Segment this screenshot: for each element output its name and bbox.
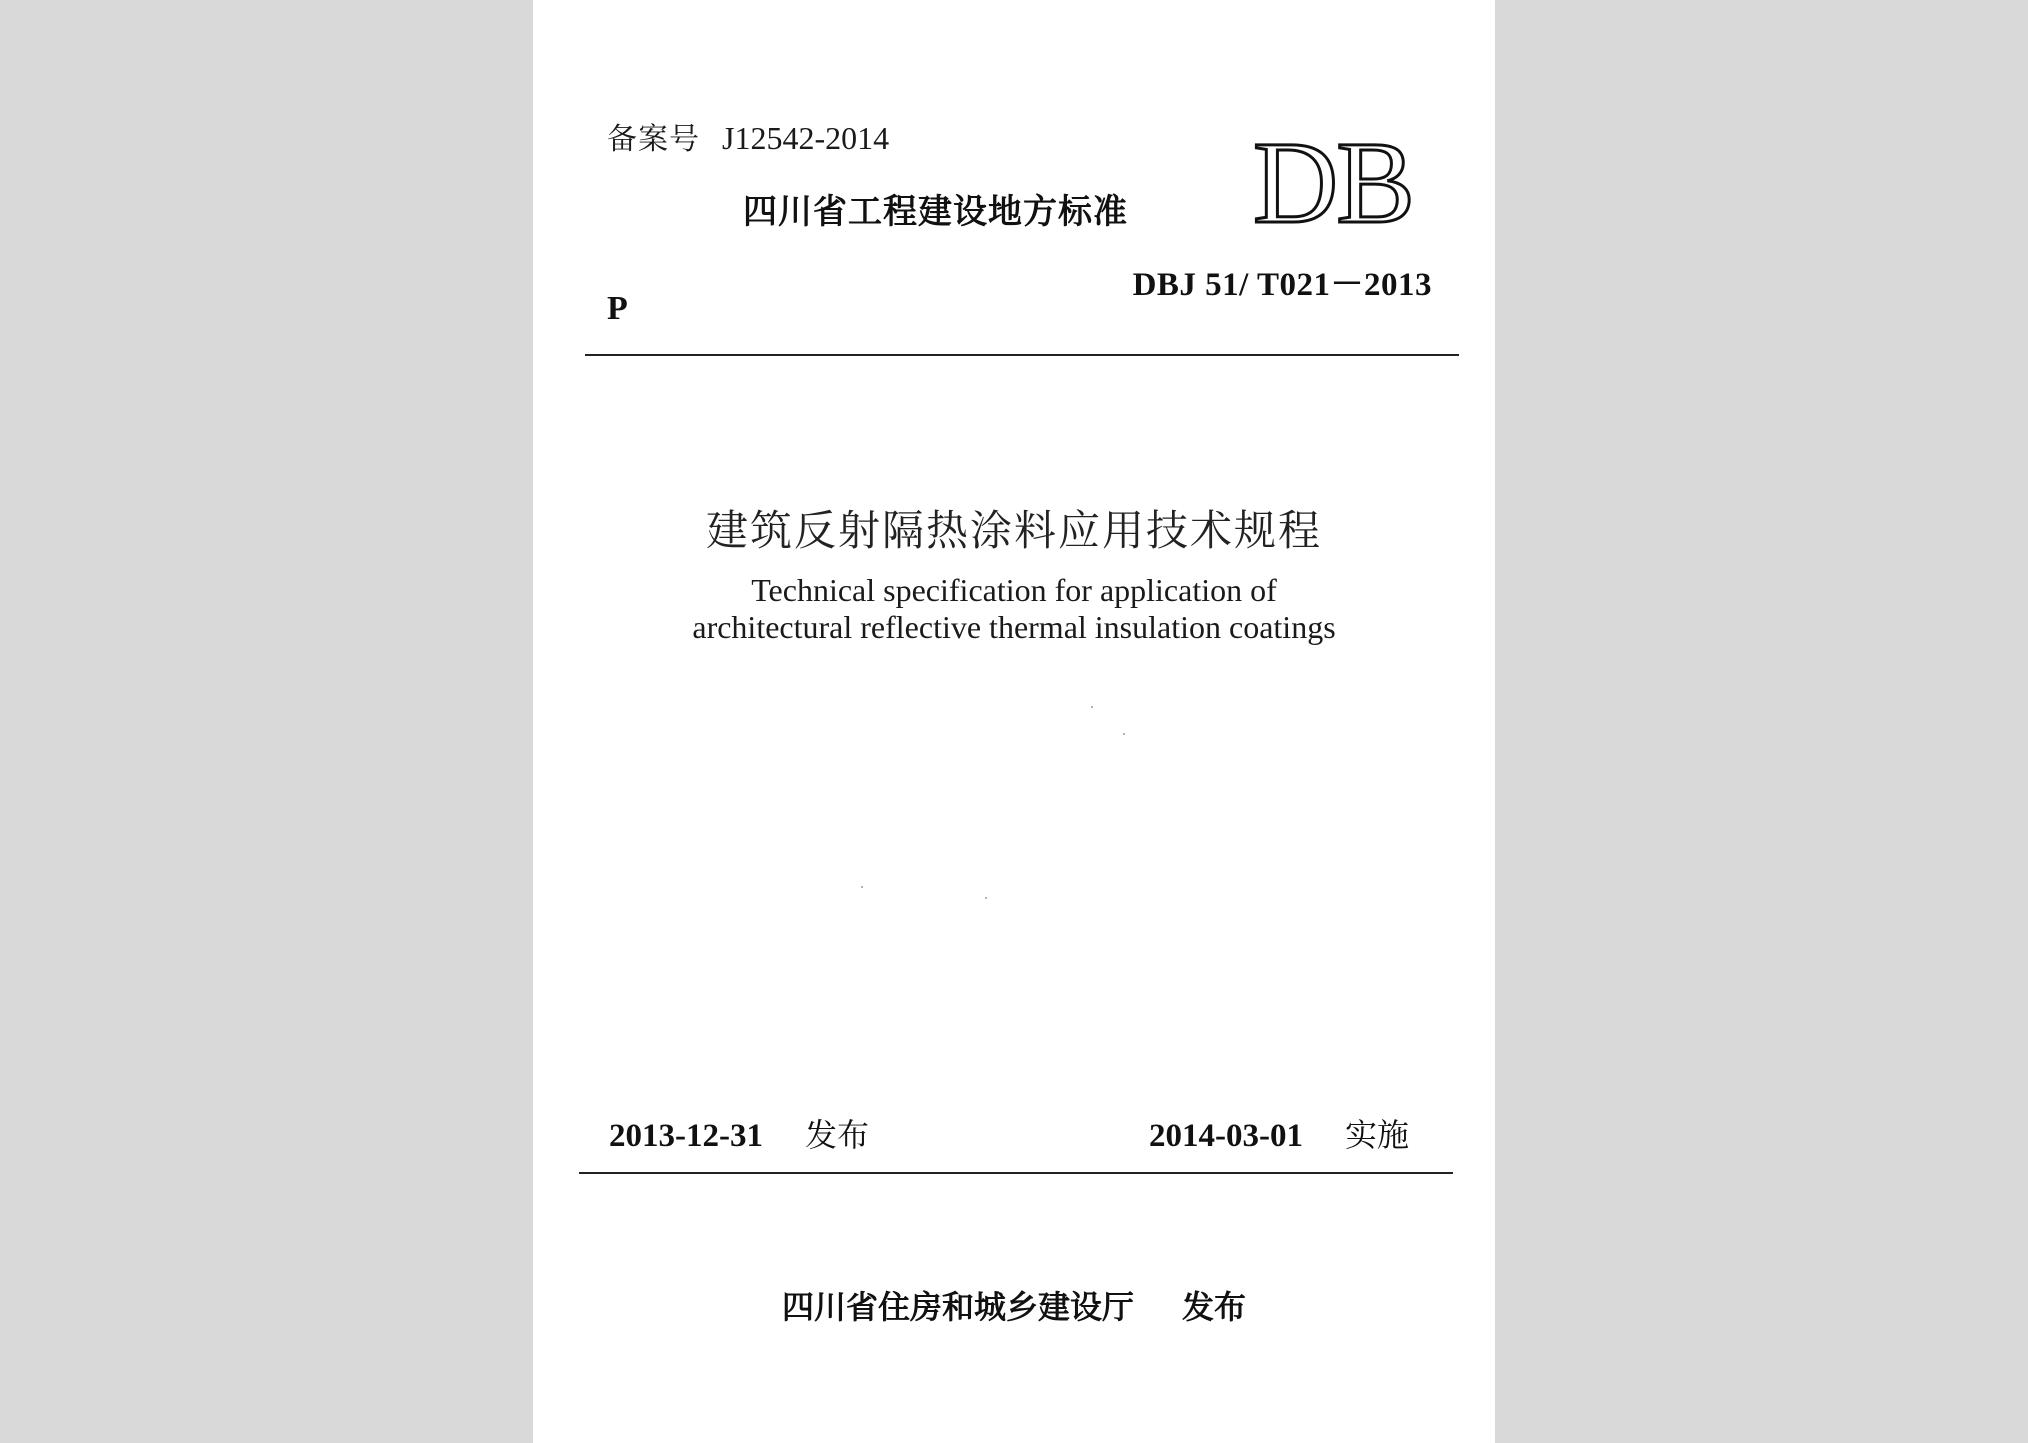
- db-logo: [1233, 118, 1433, 238]
- publisher-line: [533, 1282, 1495, 1328]
- scan-speck: [1123, 733, 1125, 735]
- scan-speck: [1091, 706, 1093, 708]
- record-number-line: [607, 114, 889, 158]
- scan-speck: [985, 897, 987, 899]
- document-page: [533, 0, 1495, 1443]
- release-label: 发布: [804, 1116, 869, 1154]
- standard-code: DBJ 51/ T021－2013: [1132, 267, 1432, 303]
- scan-speck: [861, 886, 863, 888]
- publisher-name: 四川省住房和城乡建设厅: [781, 1288, 1134, 1326]
- classification-mark: P: [607, 290, 628, 327]
- release-date: 2013-12-31: [609, 1118, 763, 1154]
- db-logo-text: DB: [1253, 118, 1413, 238]
- implementation-date-group: [1149, 1110, 1409, 1156]
- title-english-line2: architectural reflective thermal insulation coatings: [692, 609, 1336, 645]
- release-date-group: [609, 1110, 869, 1156]
- record-label: 备案号: [607, 122, 700, 157]
- publisher-label: 发布: [1182, 1288, 1247, 1326]
- title-chinese: 建筑反射隔热涂料应用技术规程: [705, 506, 1322, 555]
- top-divider: [585, 354, 1459, 356]
- implementation-label: 实施: [1344, 1116, 1409, 1154]
- record-number: J12542-2014: [722, 120, 890, 156]
- bottom-divider: [579, 1172, 1453, 1174]
- implementation-date: 2014-03-01: [1149, 1118, 1303, 1154]
- title-english-line1: Technical specification for application of: [751, 572, 1277, 608]
- standard-category: 四川省工程建设地方标准: [743, 192, 1128, 232]
